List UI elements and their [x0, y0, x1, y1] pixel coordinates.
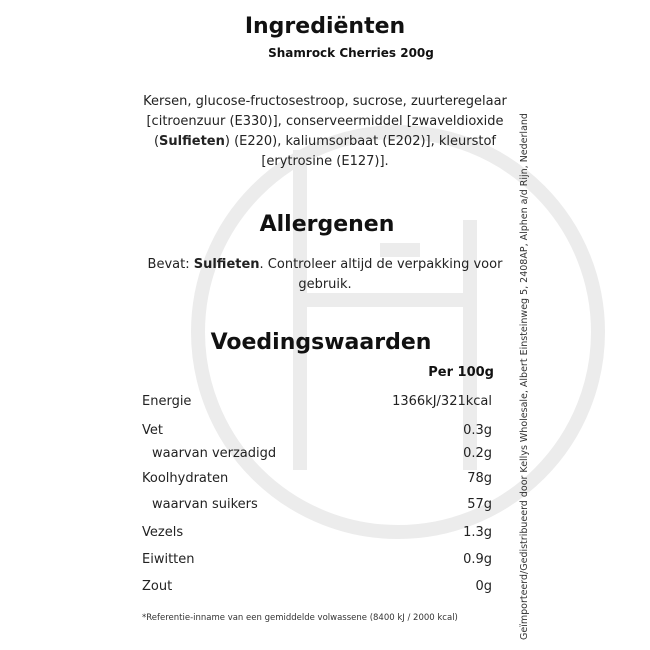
- nutrition-value: 1.3g: [463, 525, 492, 540]
- per-100g-header: Per 100g: [428, 365, 494, 380]
- nutrition-row-vet: [142, 423, 492, 438]
- ingredients-sulfieten: Sulfieten: [159, 134, 225, 149]
- nutrition-title: Voedingswaarden: [210, 330, 432, 355]
- allergens-title: Allergenen: [259, 212, 395, 237]
- allergens-prefix: Bevat:: [147, 257, 194, 272]
- nutrition-value: 0.9g: [463, 552, 492, 567]
- importer-text: Geïmporteerd/Gedistribueerd door Kellys Wholesale, Albert Einsteinweg 5, 2408AP, Alphen a/d Rijn, Nederland: [519, 113, 530, 640]
- nutrition-label: Vet: [142, 423, 163, 438]
- allergens-suffix: . Controleer altijd de verpakking voor gebruik.: [259, 257, 503, 292]
- nutrition-label: Zout: [142, 579, 173, 594]
- allergens-text: [140, 255, 510, 295]
- allergens-sulfieten: Sulfieten: [193, 257, 260, 272]
- product-name: Shamrock Cherries 200g: [268, 46, 434, 60]
- nutrition-row-energie: [142, 394, 492, 409]
- ingredients-title: Ingrediënten: [244, 14, 406, 39]
- nutrition-value: 0.2g: [463, 446, 492, 461]
- nutrition-row-vezels: [142, 525, 492, 540]
- ingredients-text-part1: Kersen, glucose-fructosestroop, sucrose, zuurteregelaar [citroenzuur (E330)], conserveermiddel [zwaveldioxide (: [143, 94, 507, 149]
- nutrition-value: 78g: [467, 471, 492, 486]
- ingredients-text-part2: ) (E220), kaliumsorbaat (E202)], kleurstof [erytrosine (E127)].: [224, 134, 497, 169]
- nutrition-value: 0g: [475, 579, 492, 594]
- nutrition-row-zout: [142, 579, 492, 594]
- nutrition-row-suikers: [142, 497, 492, 512]
- nutrition-row-koolhydraten: [142, 471, 492, 486]
- reference-footnote: *Referentie-inname van een gemiddelde volwassene (8400 kJ / 2000 kcal): [142, 613, 458, 623]
- nutrition-label: Vezels: [142, 525, 184, 540]
- nutrition-label: waarvan suikers: [152, 497, 258, 512]
- nutrition-label: Eiwitten: [142, 552, 195, 567]
- nutrition-row-verzadigd: [142, 446, 492, 461]
- nutrition-value: 0.3g: [463, 423, 492, 438]
- nutrition-value: 57g: [467, 497, 492, 512]
- nutrition-label: Koolhydraten: [142, 471, 229, 486]
- nutrition-label: waarvan verzadigd: [152, 446, 277, 461]
- nutrition-row-eiwitten: [142, 552, 492, 567]
- nutrition-label: Energie: [142, 394, 192, 409]
- ingredients-text: [130, 92, 520, 172]
- nutrition-value: 1366kJ/321kcal: [392, 394, 492, 409]
